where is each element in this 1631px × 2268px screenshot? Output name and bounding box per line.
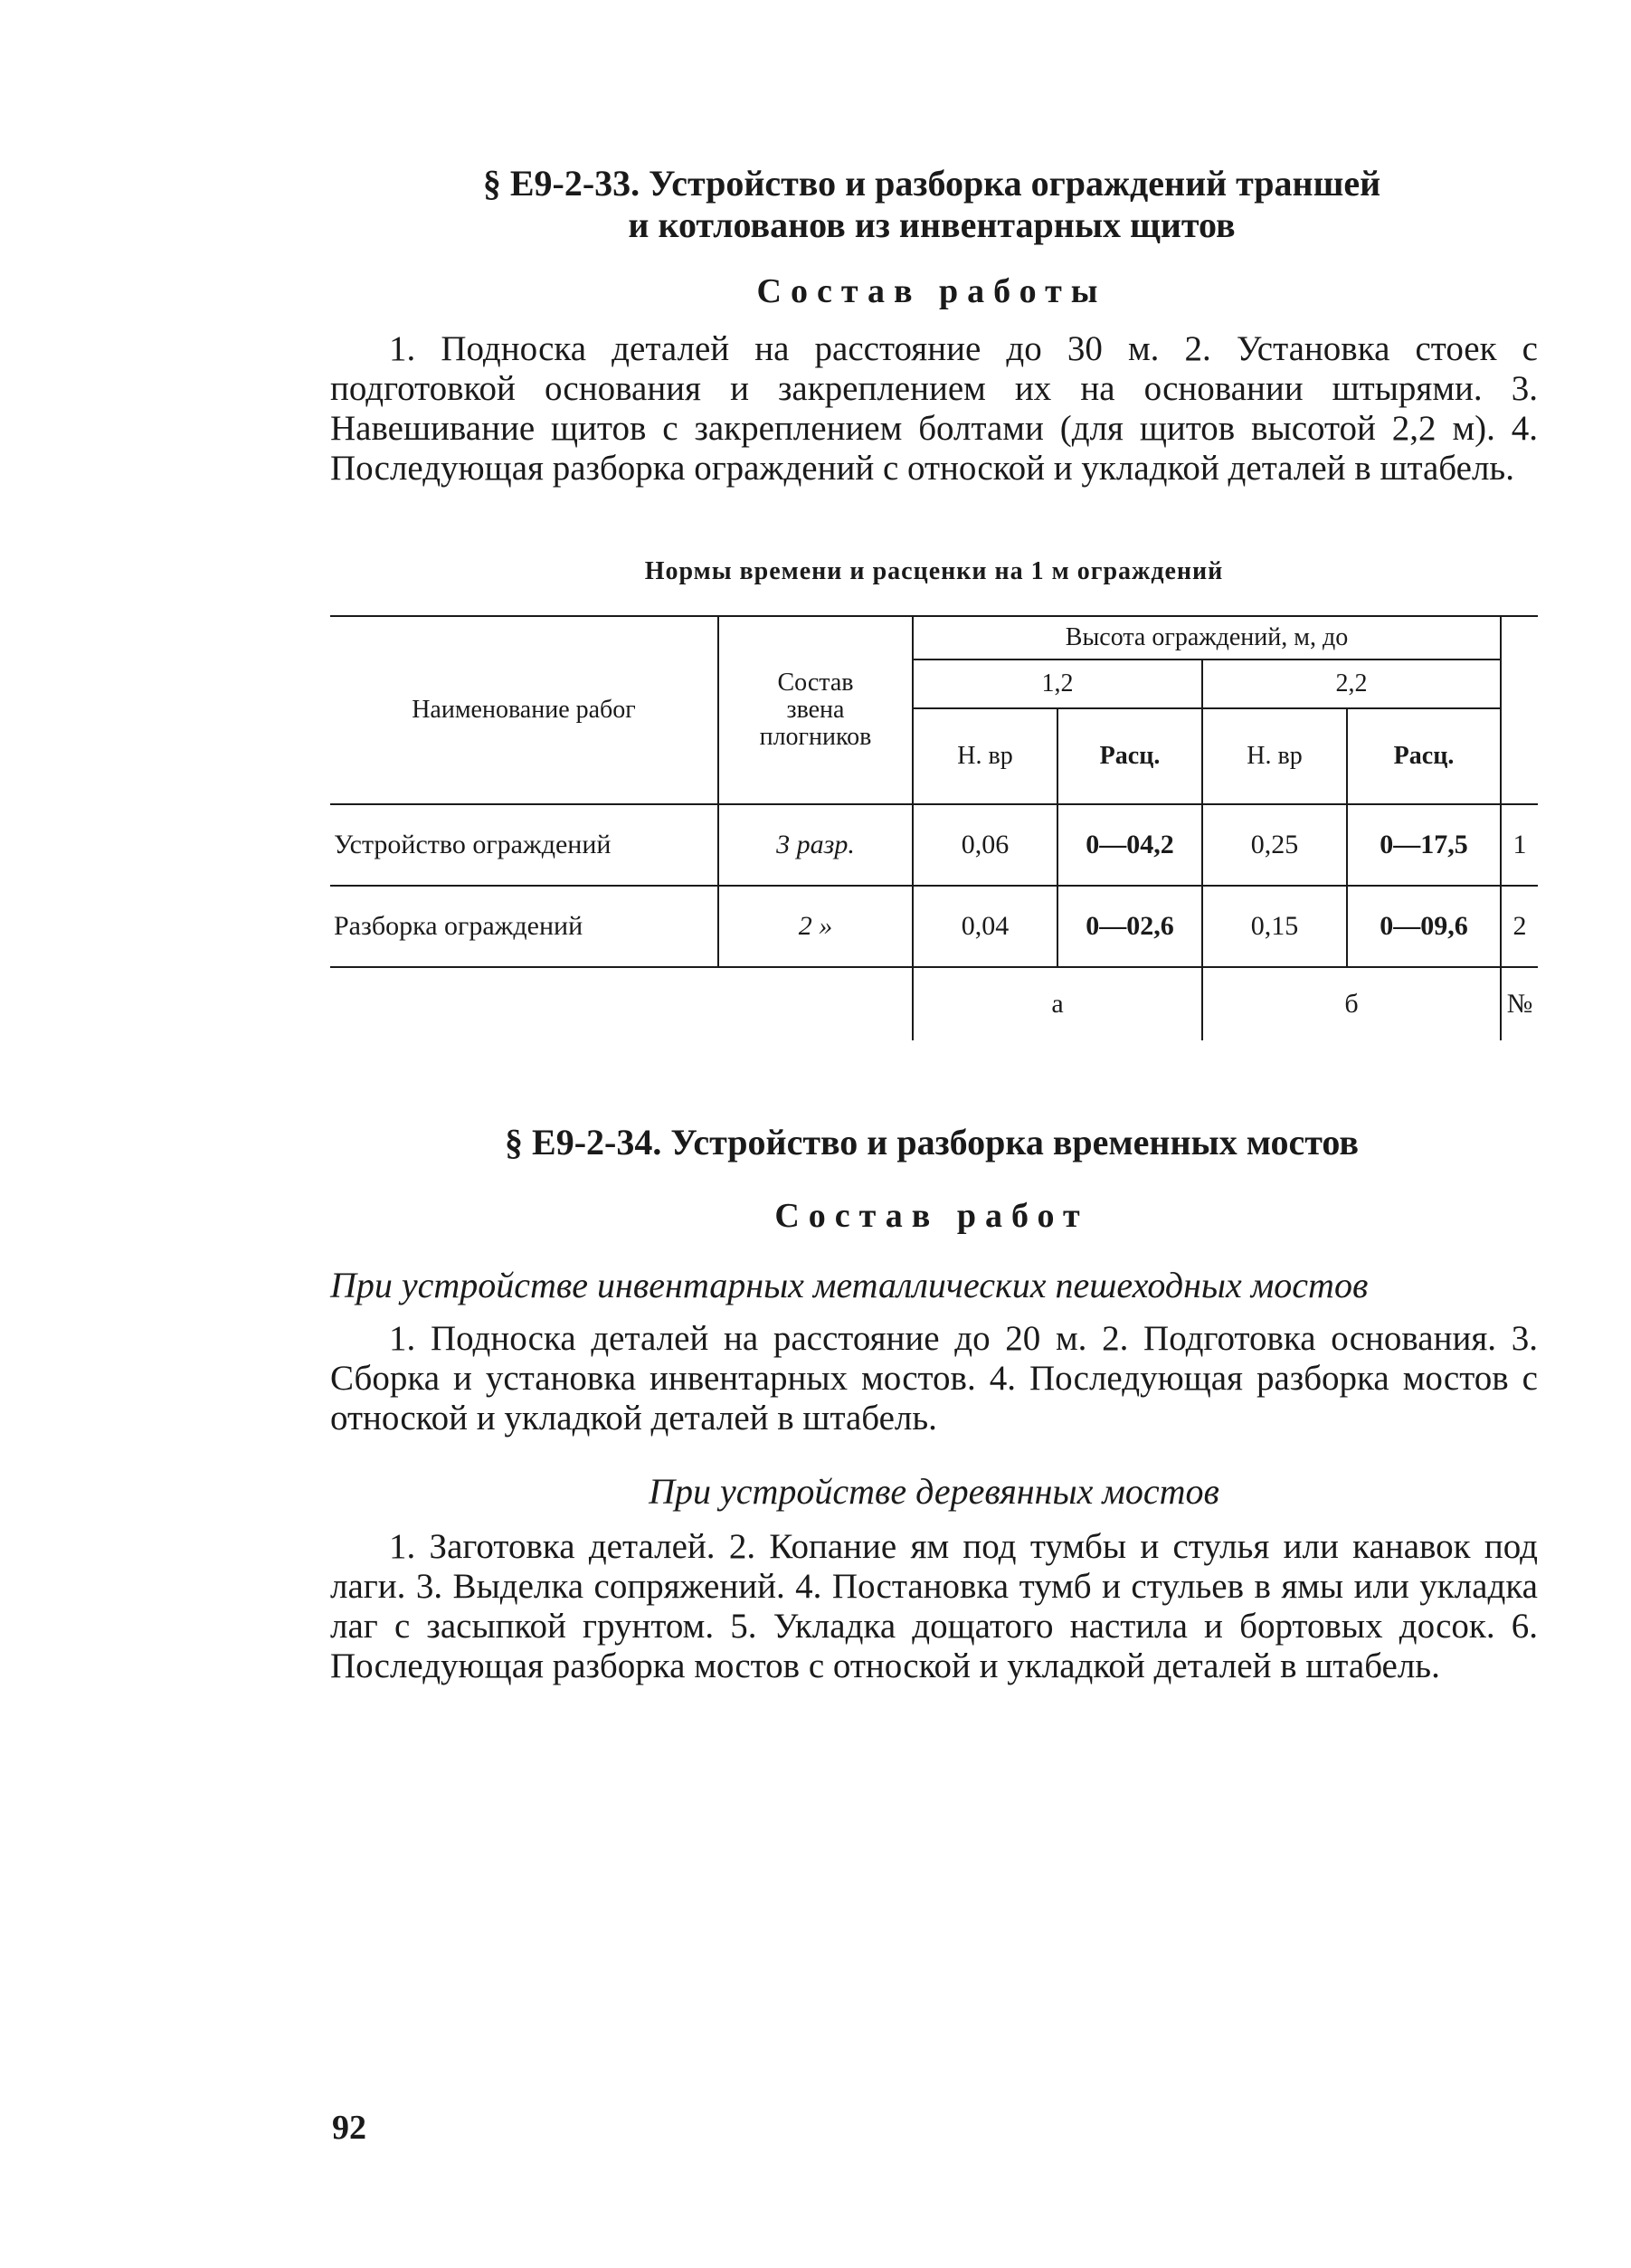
subheader-norm-b: Н. вр xyxy=(1247,742,1303,770)
section-title xyxy=(326,163,1538,246)
row2-norm-a: 0,04 xyxy=(961,911,1010,941)
subheader-rate-b: Расц. xyxy=(1393,742,1455,770)
row1-crew: 3 разр. xyxy=(776,830,855,859)
footer-col-num: № xyxy=(1506,989,1533,1019)
page-number: 92 xyxy=(332,2109,366,2147)
row2-crew: 2 » xyxy=(798,911,833,941)
row2-norm-b: 0,15 xyxy=(1250,911,1299,941)
section-title-line2: и котлованов из инвентарных щитов xyxy=(628,204,1236,245)
row1-rate-b: 0—17,5 xyxy=(1380,830,1468,859)
section2-work-header: Состав работ xyxy=(774,1197,1089,1235)
footer-col-b: б xyxy=(1344,989,1359,1019)
col-header-name: Наименование рабог xyxy=(412,696,636,724)
footer-col-a: а xyxy=(1051,989,1064,1019)
row1-name: Устройство ограждений xyxy=(334,830,612,859)
row1-rate-a: 0—04,2 xyxy=(1086,830,1174,859)
work-composition-text: 1. Подноска деталей на расстояние до 30 м. 2. Установка стоек с подготовкой основания и закреплением их на основании штырями. 3. Навешивание щитов с закреплением болтами (для щитов высотой 2,2 м). 4. Последующая разборка ограждений с отноской и укладкой деталей в штабель. xyxy=(330,329,1538,488)
row1-number: 1 xyxy=(1512,830,1527,859)
row1-norm-b: 0,25 xyxy=(1250,830,1299,859)
col-header-crew: Состав звена плогников xyxy=(759,669,872,751)
row2-rate-b: 0—09,6 xyxy=(1380,911,1468,941)
work-composition-header: Состав работы xyxy=(756,272,1107,310)
section2-text-wood: 1. Заготовка деталей. 2. Копание ям под тумбы и стулья или канавок под лаги. 3. Выделка сопряжений. 4. Постановка тумб и стульев в ямы или укладка лаг с засыпкой грунтом. 5. Укладка дощатого настила и бортовых досок. 6. Последующая разборка мостов с отноской и укладкой деталей в штабель. xyxy=(330,1527,1538,1685)
row2-rate-a: 0—02,6 xyxy=(1086,911,1174,941)
section2-text-metal: 1. Подноска деталей на расстояние до 20 м. 2. Подготовка основания. 3. Сборка и установка инвентарных мостов. 4. Последующая разборка мостов с отноской и укладкой деталей в штабель. xyxy=(330,1319,1538,1438)
row2-number: 2 xyxy=(1512,911,1527,941)
subheader-norm-a: Н. вр xyxy=(957,742,1013,770)
height-header-2-2: 2,2 xyxy=(1335,669,1368,697)
table-caption: Нормы времени и расценки на 1 м ограждений xyxy=(644,557,1224,585)
section2-title: § Е9-2-34. Устройство и разборка временных мостов xyxy=(505,1122,1359,1162)
section2-subheading-metal: При устройстве инвентарных металлических пешеходных мостов xyxy=(330,1265,1369,1305)
subheader-rate-a: Расц. xyxy=(1099,742,1161,770)
row2-name: Разборка ограждений xyxy=(334,911,583,941)
row1-norm-a: 0,06 xyxy=(961,830,1010,859)
section2-subheading-wood: При устройстве деревянных мостов xyxy=(649,1471,1219,1512)
height-header-1-2: 1,2 xyxy=(1041,669,1074,697)
section-title-line1: § Е9-2-33. Устройство и разборка ограждений траншей xyxy=(482,163,1381,204)
col-header-height: Высота ограждений, м, до xyxy=(1065,623,1349,651)
norms-table xyxy=(330,606,1538,1040)
